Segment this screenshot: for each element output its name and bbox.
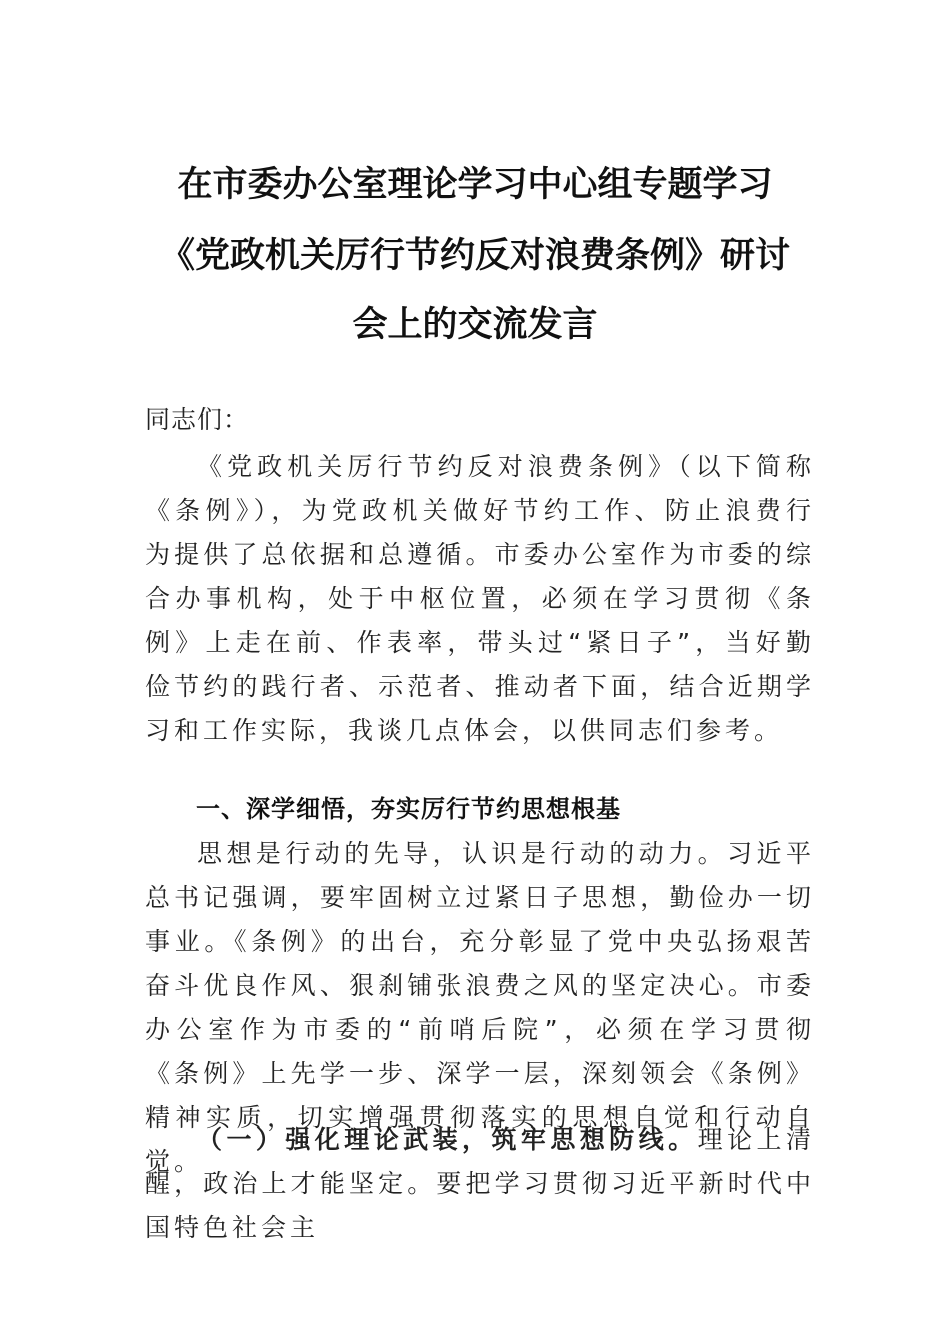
- paragraph-section-1: 思想是行动的先导，认识是行动的动力。习近平总书记强调，要牢固树立过紧日子思想，勤俭办一切事业。《条例》的出台，充分彰显了党中央弘扬艰苦奋斗优良作风、狠刹铺张浪费之风的坚定决心。市委办公室作为市委的“前哨后院”，必须在学习贯彻《条例》上先学一步、深学一层，深刻领会《条例》精神实质，切实增强贯彻落实的思想自觉和行动自觉。: [145, 839, 815, 1176]
- section-heading-1: 一、深学细悟，夯实厉行节约思想根基: [196, 795, 621, 823]
- document-title-line-1: 在市委办公室理论学习中心组专题学习: [177, 164, 773, 205]
- paragraph-intro: 《党政机关厉行节约反对浪费条例》（以下简称《条例》），为党政机关做好节约工作、防止浪费行为提供了总依据和总遵循。市委办公室作为市委的综合办事机构，处于中枢位置，必须在学习贯彻《条例》上走在前、作表率，带头过“紧日子”，当好勤俭节约的践行者、示范者、推动者下面，结合近期学习和工作实际，我谈几点体会，以供同志们参考。: [145, 452, 815, 745]
- document-title-line-2: 《党政机关厉行节约反对浪费条例》研讨: [159, 235, 790, 276]
- subsection-heading-1: （一）强化理论武装，筑牢思想防线。: [197, 1125, 698, 1154]
- subsection-1-text: 理论上清醒，政治上才能坚定。要把学习贯彻习近平新时代中国特色社会主: [145, 1125, 815, 1242]
- paragraph-subsection-1: [145, 1118, 815, 1250]
- document-title-line-3: 会上的交流发言: [352, 304, 598, 345]
- salutation: 同志们：: [145, 405, 250, 434]
